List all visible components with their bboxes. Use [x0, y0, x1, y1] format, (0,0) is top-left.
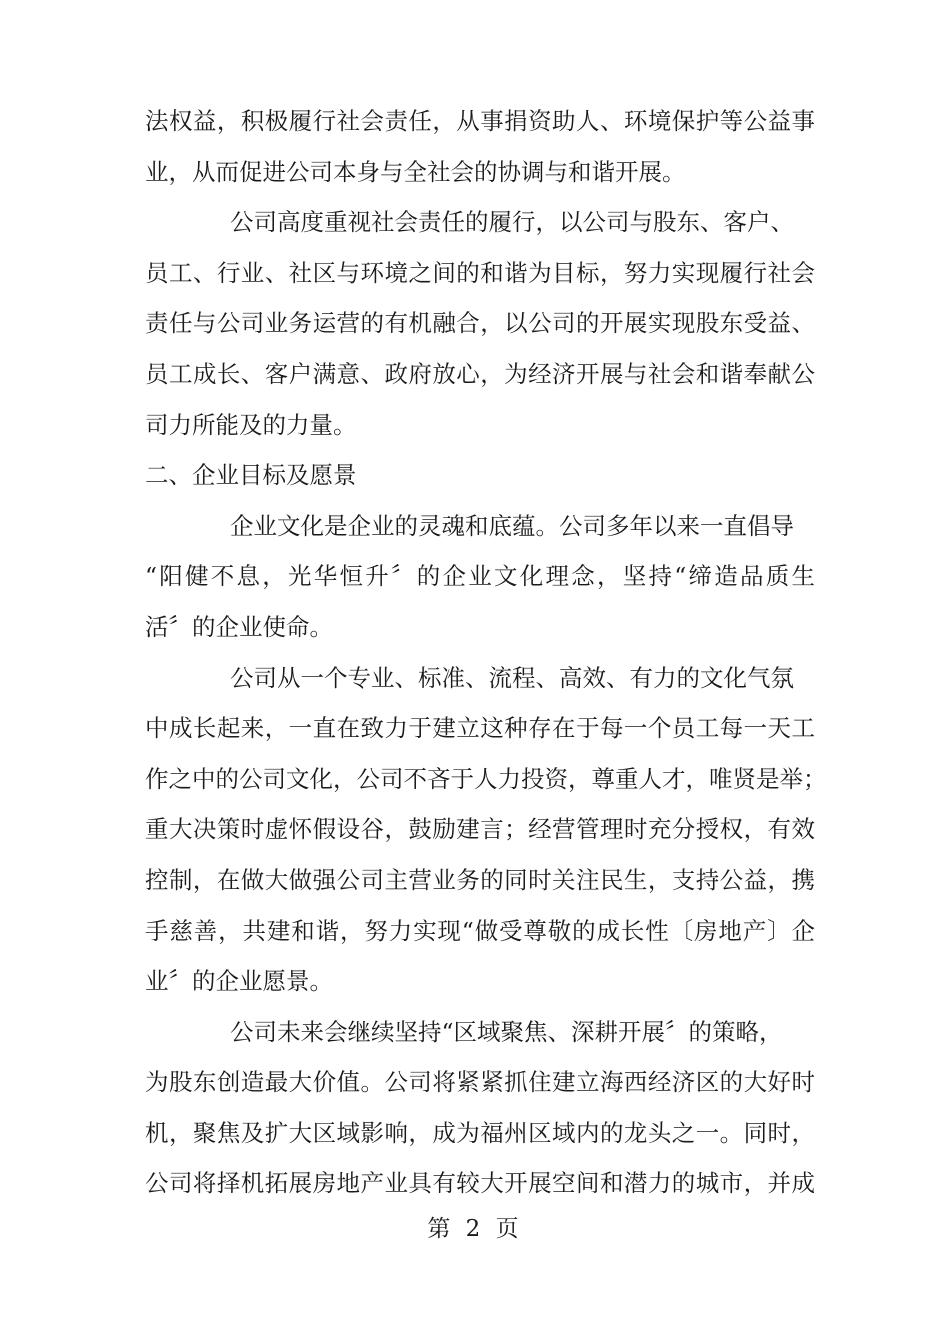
text-line: “阳健不息，光华恒升〞的企业文化理念，坚持“缔造品质生: [145, 562, 815, 591]
text-line: 活〞的企业使命。: [145, 612, 333, 641]
text-line: 员工、行业、社区与环境之间的和谐为目标，努力实现履行社会: [145, 258, 815, 287]
text-line: 员工成长、客户满意、政府放心，为经济开展与社会和谐奉献公: [145, 359, 815, 388]
text-line: 法权益，积极履行社会责任，从事捐资助人、环境保护等公益事: [145, 107, 815, 135]
document-body: [145, 96, 827, 1209]
text-line: 手慈善，共建和谐，努力实现“做受尊敬的成长性〔房地产〕企: [145, 916, 815, 945]
paragraph-start-line: 公司未来会继续坚持“区域聚焦、深耕开展〞的策略，: [230, 1017, 783, 1046]
text-line: 为股东创造最大价值。公司将紧紧抓住建立海西经济区的大好时: [145, 1068, 815, 1097]
text-line: 机，聚焦及扩大区域影响，成为福州区域内的龙头之一。同时，: [145, 1118, 815, 1147]
paragraph-start-line: 企业文化是企业的灵魂和底蕴。公司多年以来一直倡导: [230, 511, 794, 540]
text-line: 业〞的企业愿景。: [145, 967, 333, 996]
text-line: 责任与公司业务运营的有机融合，以公司的开展实现股东受益、: [145, 309, 815, 338]
text-line: 重大决策时虚怀假设谷，鼓励建言；经营管理时充分授权，有效: [145, 815, 815, 844]
text-line: 中成长起来，一直在致力于建立这种存在于每一个员工每一天工: [145, 714, 815, 743]
text-line: 司力所能及的力量。: [145, 410, 357, 439]
page-number: 第 2 页: [427, 1216, 523, 1242]
section-heading: 二、企业目标及愿景: [145, 461, 357, 490]
text-line: 公司将择机拓展房地产业具有较大开展空间和潜力的城市，并成: [145, 1169, 815, 1198]
text-line: 业，从而促进公司本身与全社会的协调与和谐开展。: [145, 157, 686, 186]
text-line: 控制，在做大做强公司主营业务的同时关注民生，支持公益，携: [145, 865, 815, 894]
paragraph-start-line: 公司从一个专业、标准、流程、高效、有力的文化气氛: [230, 663, 794, 692]
text-line: 作之中的公司文化，公司不吝于人力投资，尊重人才，唯贤是举；: [145, 764, 827, 793]
paragraph-start-line: 公司高度重视社会责任的履行，以公司与股东、客户、: [230, 208, 794, 237]
